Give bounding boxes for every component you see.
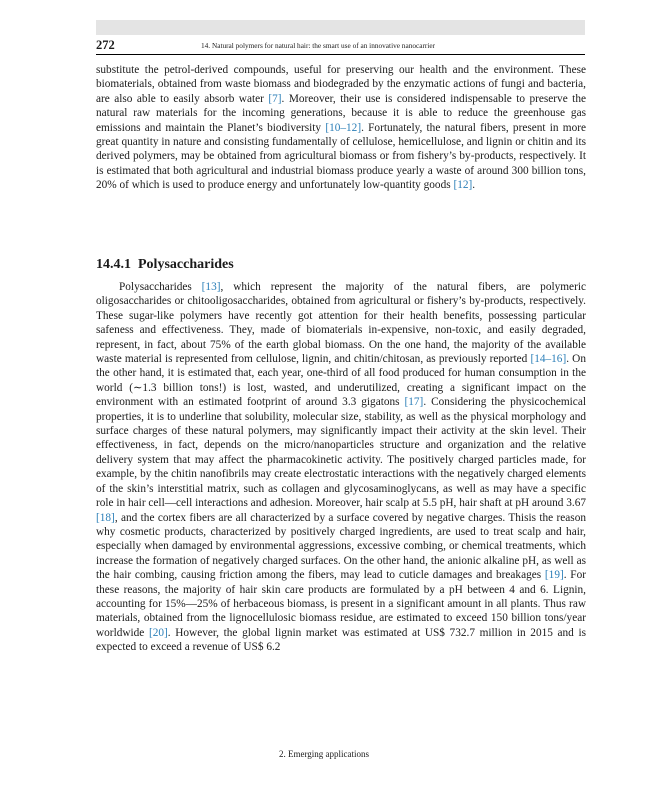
text-run: .: [472, 179, 476, 192]
intro-text-block: [96, 63, 586, 193]
top-gray-band: [96, 20, 585, 35]
running-title: 14. Natural polymers for natural hair: the smart use of an innovative nanocarrier: [201, 41, 436, 50]
citation-link[interactable]: [7]: [268, 92, 282, 105]
text-run: . For these reasons, the majority of hair skin care products are formulated by a pH between 4 and 6. Lignin, accounting for 15%—25% of herbaceous biomass, is present in a significant amount in all plants. Thus raw materials, obtained from the lignocellulosic biomass residue, are estimated to exceed 150 billion tons/year worldwide: [96, 569, 586, 639]
text-run: substitute the petrol-derived compounds, useful for preserving our health and the environment. These biomaterials, obtained from waste biomass and biodegraded by the enzymatic actions of fungi and bacteria, are also able to easily absorb water: [96, 64, 586, 105]
citation-link[interactable]: [20]: [148, 626, 168, 639]
page-header: [96, 38, 585, 55]
section-number: 14.4.1: [96, 257, 131, 272]
citation-link[interactable]: [19]: [544, 569, 564, 582]
section-heading: [96, 257, 234, 273]
citation-link[interactable]: [17]: [404, 396, 424, 409]
text-run: . Fortunately, the natural fibers, present in more great quantity in nature and consisting fundamentally of cellulose, hemicellulose, and lignin or chitin and its derived polymers, may be obtained from agricultural biomass or from fishery’s by-products, respectively. It is estimated that both agricultural and industrial biomass produce yearly a waste of around 300 billion tons, 20% of which is used to produce energy and unfortunately low-quantity goods: [96, 121, 587, 192]
citation-link[interactable]: [18]: [96, 511, 115, 524]
paragraph-1: [96, 63, 586, 193]
page-footer: 2. Emerging applications: [278, 749, 370, 759]
section-text-block: [96, 280, 586, 655]
page-number: 272: [96, 38, 115, 52]
text-run: , which represent the majority of the natural fibers, are polymeric oligosaccharides or chitooligosaccharides, obtained from agricultural or fishery’s by-products, respectively. These sugar-like polymers have recently got attention for their health benefits, possessing particular safeness and effectiveness. They, made of biomaterials in-expensive, non-toxic, and easily degraded, represent, in fact, about 75% of the earth global biomass. On the one hand, the majority of the available waste material is represented from cellulose, lignin, and chitin/chitosan, as previously reported: [96, 281, 586, 366]
text-run: . However, the global lignin market was estimated at US$ 732.7 million in 2015 and is expected to exceed a revenue of US$ 6.2: [96, 626, 586, 654]
text-run: . On the other hand, it is estimated that, each year, one-third of all food produced for human consumption in the world (∼1.3 billion tons!) is lost, wasted, and underutilized, creating a significant impact on the environment with an estimated footprint of around 3.3 gigatons: [96, 353, 586, 409]
citation-link[interactable]: [10–12]: [325, 121, 362, 134]
text-run: Polysaccharides: [119, 281, 202, 293]
text-run: . Moreover, their use is considered indispensable to preserve the natural raw materials for the incoming generations, because it is able to reduce the greenhouse gas emissions and maintain the Planet’s biodiversity: [96, 92, 586, 134]
text-run: , and the cortex fibers are all characterized by a surface covered by negative charges. Thisis the reason why cosmetic products, characterized by positively charged ingredients, are used to treat scalp and hair, especially when damaged by environmental aggressions, excessive combing, or chemical treatments, which increase the formation of negatively charged surfaces. On the other hand, the anionic alkaline pH, as well as the hair combing, causing friction among the fibers, may lead to cuticle damages and breakages: [96, 511, 586, 582]
citation-link[interactable]: [12]: [453, 179, 473, 192]
section-title: Polysaccharides: [138, 257, 234, 272]
paragraph-2: [96, 280, 586, 655]
citation-link[interactable]: [13]: [201, 281, 221, 293]
citation-link[interactable]: [14–16]: [530, 353, 567, 366]
text-run: . Considering the physicochemical properties, it is to underline that solubility, molecular size, stability, as well as the physical morphology and surface charges of these natural polymers, may significantly impact their activity at the skin level. Their effectiveness, in fact, depends on the micro/nanoparticles structure and organization and the relative delivery system that may affect the pharmacokinetic activity. The positively charged particles made, for example, by the chitin nanofibrils may create electrostatic interactions with the negatively charged elements of the skin’s interstitial matrix, such as collagen and glycosaminoglycans, as well as may have a specific role in hair cell—cell interactions and adhesion. Moreover, hair scalp at 5.5 pH, hair shaft at pH around 3.67: [96, 396, 586, 510]
